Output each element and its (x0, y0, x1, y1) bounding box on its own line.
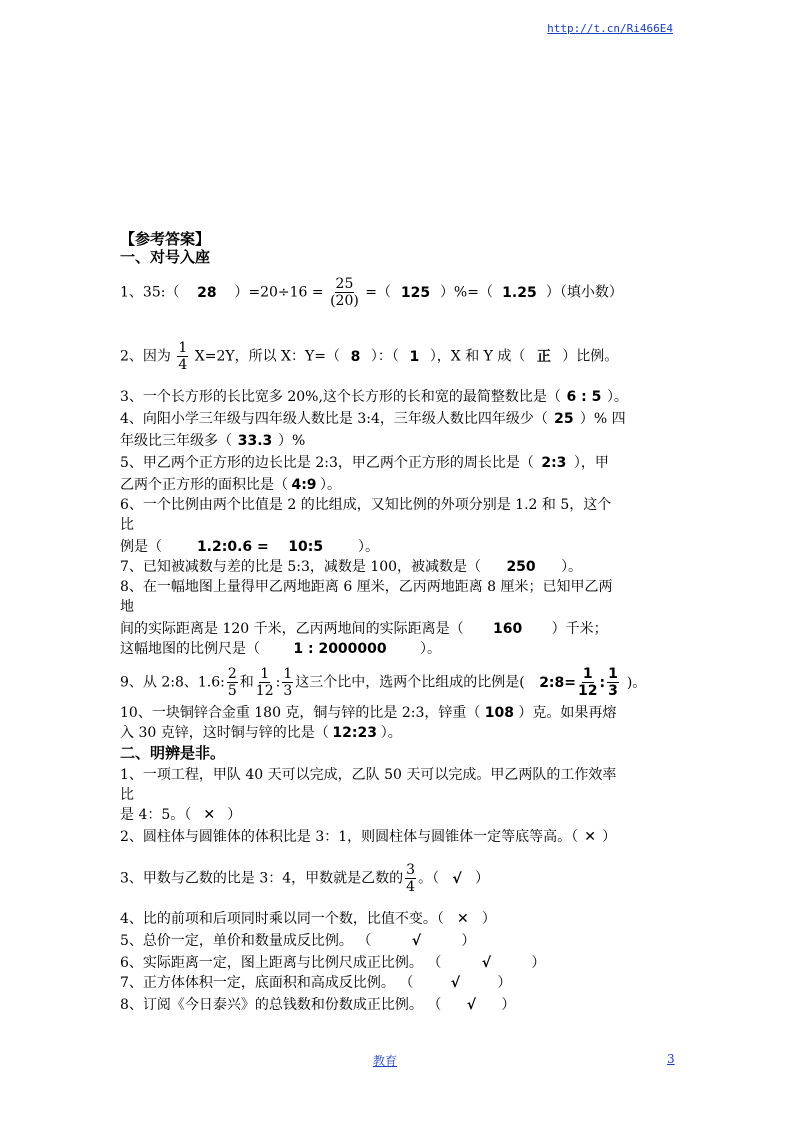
s1-q2-answer-1: 8 (350, 348, 361, 365)
section1-heading: 一、对号入座 (120, 248, 211, 266)
s1-q2-answer-2: 1 (409, 348, 420, 365)
s2-q8-answer: √ (466, 997, 477, 1013)
s2-q1-line1: 1、一项工程，甲队 40 天可以完成，乙队 50 天可以完成。甲乙两队的工作效率 (120, 767, 617, 783)
s1-q8-line3: 间的实际距离是 120 千米，乙丙两地间的实际距离是（ 160 ）千米； (120, 621, 608, 637)
s1-q2-answer-3: 正 (536, 348, 551, 365)
s2-q4: 4、比的前项和后项同时乘以同一个数，比值不变。（ ✕ ） (120, 911, 496, 927)
footer-link[interactable]: 教育 (373, 1054, 398, 1068)
s1-q10-answer-1: 108 (484, 705, 515, 721)
s2-q8: 8、订阅《今日泰兴》的总钱数和份数成正比例。 （ √ ） (120, 997, 516, 1013)
s1-q7-answer: 250 (506, 559, 536, 575)
s1-q1-fraction: $\frac{25}{(20)}$ (330, 276, 359, 309)
s1-q2-text-a: 2、因为 (120, 348, 171, 365)
s1-q9-answer-a: 2:8= (539, 674, 576, 691)
s1-q1-answer-1: 28 (197, 284, 217, 301)
s1-q1-answer-2: 125 (400, 284, 431, 301)
s1-q5-answer-2: 4:9 (291, 477, 317, 493)
s1-q9: 9、从 2:8、1.6: $\frac{2}{5}$ 和 $\frac{1}{12}$ : $\frac{1}{3}$ 这三个比中，选两个比组成的比例是( 2:8= $\frac{1}{12}$ : $\frac{1}{3}$ )。 (120, 666, 647, 699)
s1-q1-text-a: 1、35:（ (120, 284, 180, 301)
s1-q7: 7、已知被减数与差的比是 5:3，减数是 100，被减数是（ 250 ）。 (120, 559, 583, 575)
s2-q6-answer: √ (481, 955, 492, 971)
s2-q2: 2、圆柱体与圆锥体的体积比是 3：1，则圆柱体与圆锥体一定等底等高。（ ✕ ） (120, 829, 617, 845)
s2-q5-answer: √ (411, 933, 422, 949)
s1-q2-fraction: $\frac{1}{4}$ (178, 340, 188, 373)
s1-q4-answer-2: 33.3 (237, 433, 273, 449)
s2-q1-answer: ✕ (203, 807, 216, 823)
s1-q10-line2: 入 30 克锌，这时铜与锌的比是（ 12:23 ）。 (120, 725, 402, 741)
s2-q3-fraction: $\frac{3}{4}$ (406, 862, 416, 895)
s1-q2-text-c: ）：（ (370, 348, 399, 365)
s1-q1-text-e: ）（填小数） (545, 284, 623, 301)
s1-q10-line1: 10、一块铜锌合金重 180 克，铜与锌的比是 2:3，锌重（ 108 ）克。如果再熔 (120, 705, 617, 721)
s2-q3: 3、甲数与乙数的比是 3：4，甲数就是乙数的 $\frac{3}{4}$ 。（ √ ） (120, 862, 490, 895)
s1-q4-line2: 年级比三年级多（ 33.3 ）% (120, 433, 306, 449)
s2-q3-answer: √ (452, 870, 462, 887)
s2-q5: 5、总价一定，单价和数量成反比例。 （ √ ） (120, 933, 476, 949)
s1-q10-answer-2: 12:23 (332, 725, 377, 741)
s1-q1-text-c: =（ (365, 284, 392, 301)
s1-q3-answer: 6 : 5 (566, 389, 602, 405)
s1-q5-line1: 5、甲乙两个正方形的边长比是 2:3，甲乙两个正方形的周长比是（ 2:3 ），甲 (120, 455, 609, 471)
s1-q8-line1: 8、在一幅地图上量得甲乙两地距离 6 厘米，乙丙两地距离 8 厘米；已知甲乙两 (120, 579, 613, 595)
s1-q2-text-b: X=2Y，所以 X：Y=（ (194, 348, 340, 365)
s1-q4-line1: 4、向阳小学三年级与四年级人数比是 3:4，三年级人数比四年级少（ 25 ）% 四 (120, 411, 626, 427)
s2-q2-answer: ✕ (584, 829, 597, 845)
s1-q1 (120, 276, 623, 309)
s2-q4-answer: ✕ (457, 911, 469, 927)
s1-q8-line2: 地 (120, 599, 134, 615)
s1-q4-answer-1: 25 (554, 411, 574, 427)
s1-q1-answer-3: 1.25 (502, 284, 537, 301)
s2-q7-answer: √ (450, 975, 461, 991)
s2-q7: 7、正方体体积一定，底面积和高成反比例。 （ √ ） (120, 975, 512, 991)
s1-q6-line1: 6、一个比例由两个比值是 2 的比组成，又知比例的外项分别是 1.2 和 5，这个 (120, 497, 612, 513)
answer-title: 【参考答案】 (120, 230, 211, 248)
s1-q8-line4: 这幅地图的比例尺是（ 1 : 2000000 ）。 (120, 641, 441, 657)
s1-q2-text-d: ），X 和 Y 成（ (429, 348, 526, 365)
s1-q3: 3、一个长方形的长比宽多 20%,这个长方形的长和宽的最简整数比是（ 6 : 5 ）。 (120, 389, 628, 405)
s2-q1-line2: 比 (120, 787, 134, 803)
s1-q2-text-e: ）比例。 (562, 348, 619, 365)
s1-q5-answer-1: 2:3 (541, 455, 567, 471)
s1-q2 (120, 340, 618, 373)
page-number[interactable]: 3 (667, 1052, 675, 1066)
s1-q1-text-d: ）%=（ (439, 284, 493, 301)
s2-q1-line3: 是 4：5。（ ✕ ） (120, 807, 242, 823)
s1-q8-answer-2: 1 : 2000000 (293, 641, 387, 657)
s1-q8-answer-1: 160 (493, 621, 523, 637)
s1-q6-line3: 例是（ 1.2:0.6 = 10:5 ）。 (120, 539, 379, 555)
header-url-link[interactable]: http://t.cn/Ri466E4 (547, 22, 673, 35)
s2-q6: 6、实际距离一定，图上距离与比例尺成正比例。 （ √ ） (120, 955, 546, 971)
s1-q5-line2: 乙两个正方形的面积比是（ 4:9 ）。 (120, 477, 341, 493)
s1-q6-answer: 1.2:0.6 = 10:5 (196, 539, 324, 555)
s1-q6-line2: 比 (120, 517, 134, 533)
section2-heading: 二、明辨是非。 (120, 744, 226, 762)
s1-q1-text-b: ）=20÷16 = (234, 284, 324, 301)
